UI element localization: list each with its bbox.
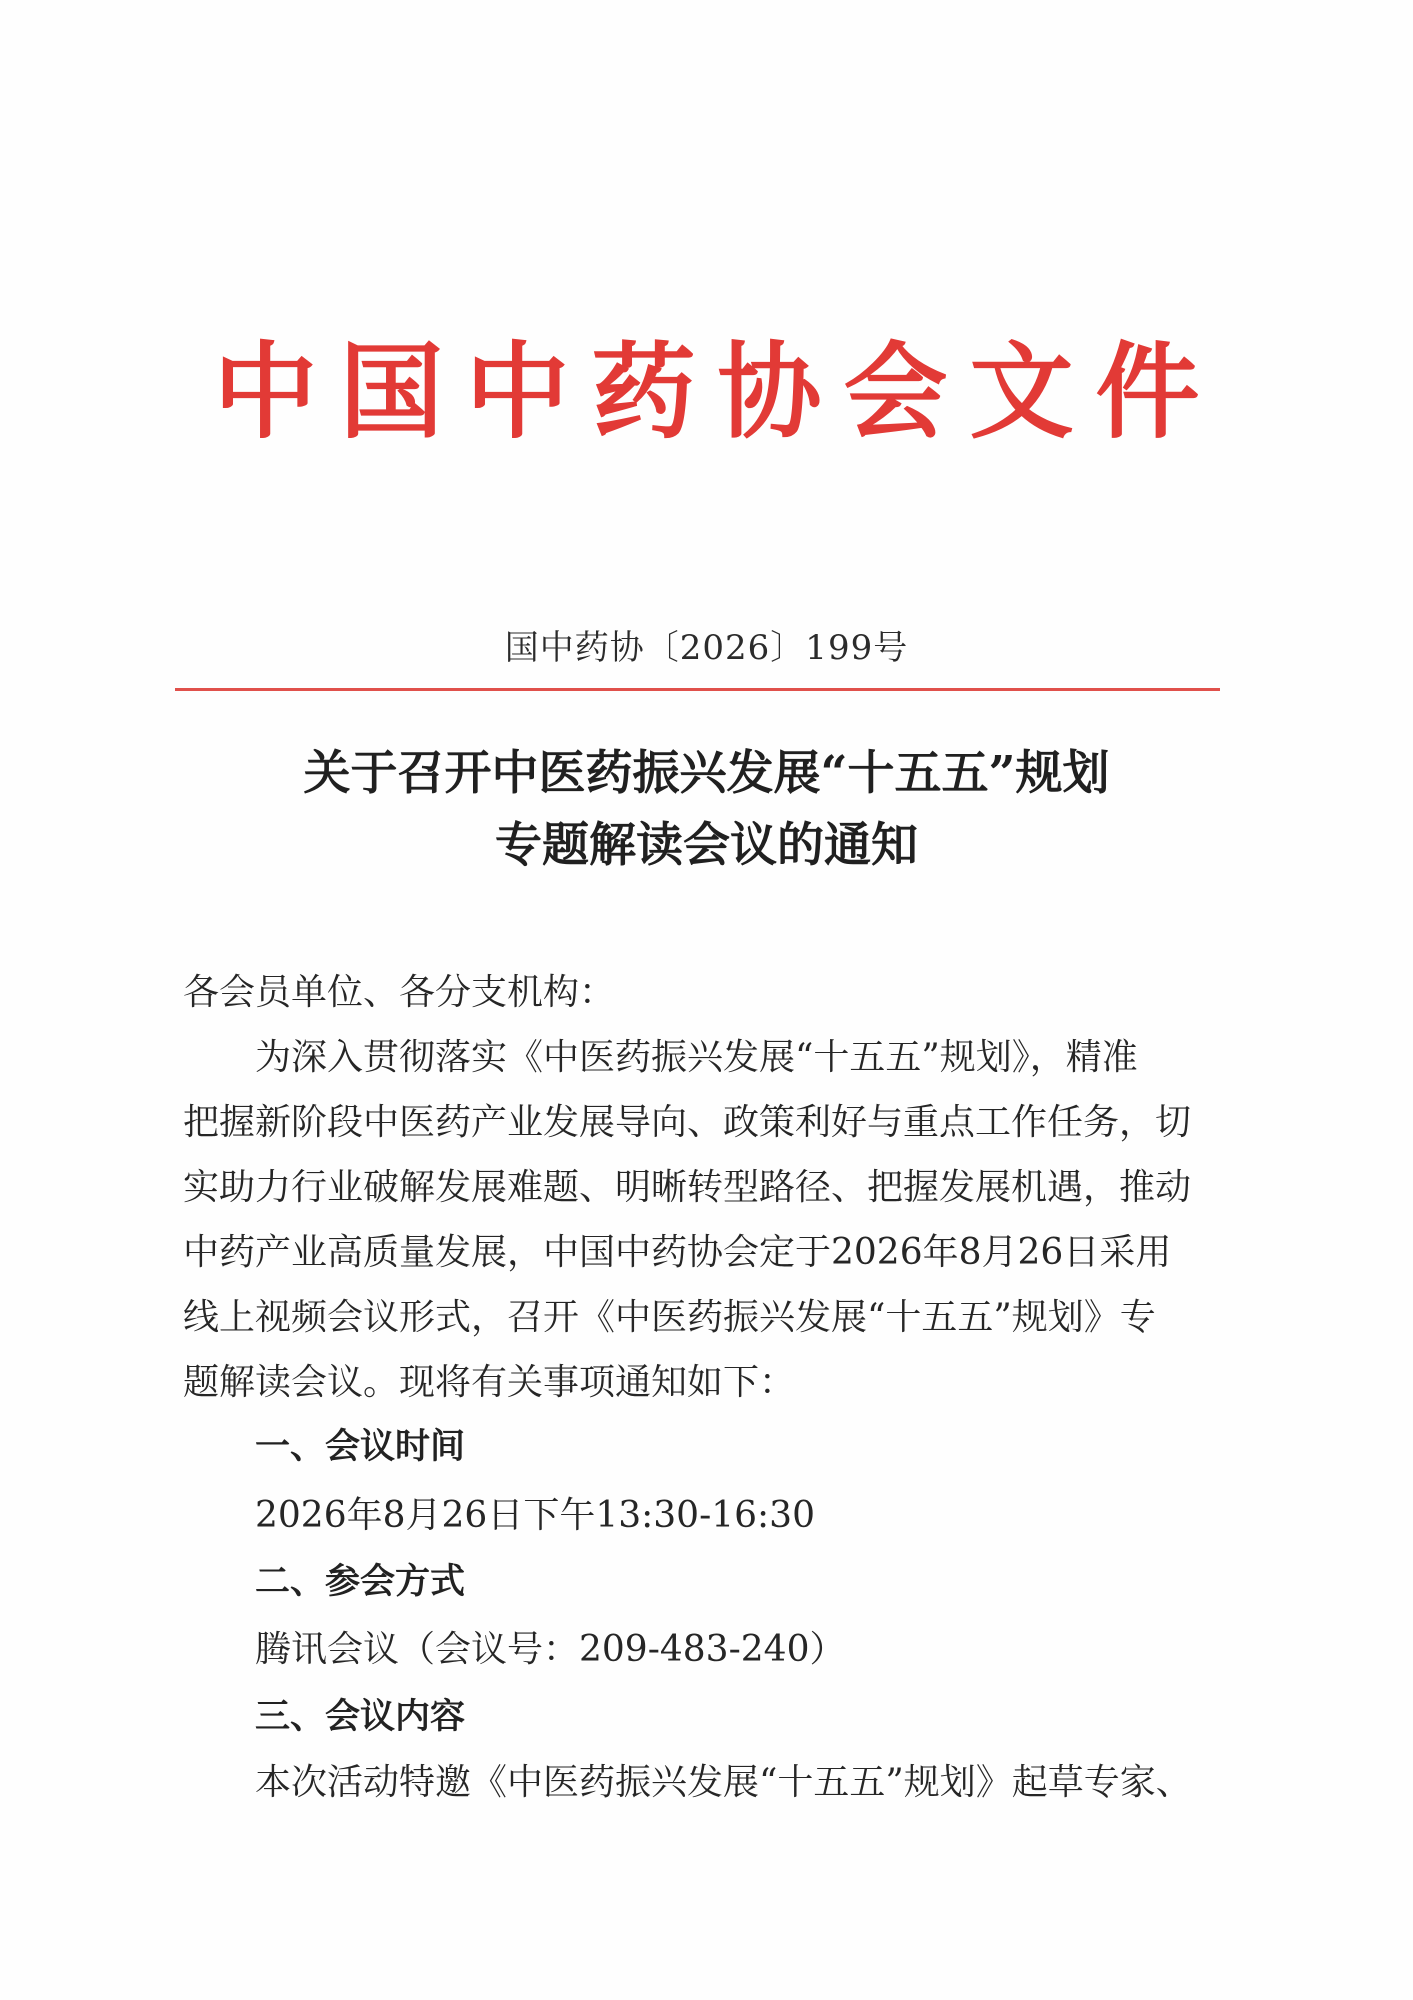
document-number: 国中药协〔2026〕199号 [504,628,909,668]
notice-title-line-1: 关于召开中医药振兴发展“十五五”规划 [303,746,1110,801]
intro-line: 中药产业高质量发展，中国中药协会定于2026年8月26日采用 [183,1232,1172,1273]
section-body-meeting-content: 本次活动特邀《中医药振兴发展“十五五”规划》起草专家、 [255,1762,1192,1803]
intro-line: 题解读会议。现将有关事项通知如下： [183,1362,796,1403]
masthead-title: 中国中药协会文件 [213,331,1222,453]
intro-line: 线上视频会议形式，召开《中医药振兴发展“十五五”规划》专 [183,1297,1156,1338]
notice-title-line-2: 专题解读会议的通知 [495,818,918,873]
red-divider-line [175,688,1220,691]
intro-line: 把握新阶段中医药产业发展导向、政策利好与重点工作任务，切 [183,1102,1192,1143]
intro-line: 实助力行业破解发展难题、明晰转型路径、把握发展机遇，推动 [183,1167,1192,1208]
section-body-meeting-time: 2026年8月26日下午13:30-16:30 [255,1495,815,1536]
section-heading-attendance-method: 二、参会方式 [255,1562,466,1602]
salutation: 各会员单位、各分支机构： [183,972,616,1013]
intro-line: 为深入贯彻落实《中医药振兴发展“十五五”规划》，精准 [255,1037,1138,1078]
section-body-attendance-method: 腾讯会议（会议号：209-483-240） [255,1629,846,1670]
section-heading-meeting-content: 三、会议内容 [255,1697,466,1737]
section-heading-meeting-time: 一、会议时间 [255,1427,466,1467]
